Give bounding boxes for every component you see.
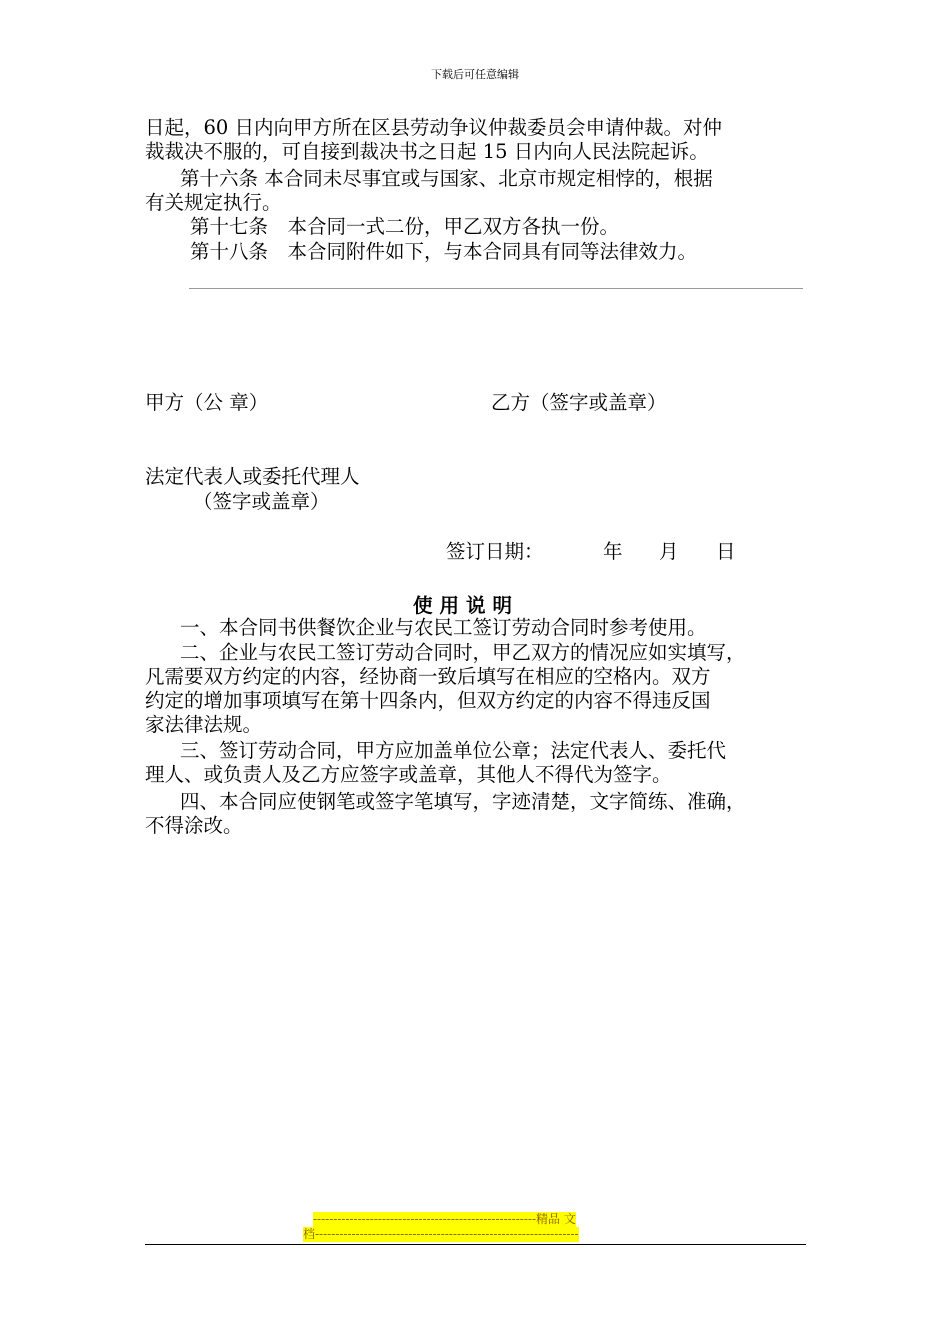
article-18: 第十八条 本合同附件如下，与本合同具有同等法律效力。 [190,240,698,263]
article-16-line: 第十六条 本合同未尽事宜或与国家、北京市规定相悖的，根据 [180,167,713,190]
page-header: 下载后可任意编辑 [431,68,519,81]
usage-item-2: 家法律法规。 [145,713,263,736]
legal-representative-sign: （签字或盖章） [193,490,330,513]
usage-title: 使用说明 [413,594,520,617]
usage-item-1: 一、本合同书供餐饮企业与农民工签订劳动合同时参考使用。 [180,616,707,639]
party-b-sign: 乙方（签字或盖章） [491,391,667,414]
divider-line [189,288,803,289]
usage-item-3: 理人、或负责人及乙方应签字或盖章，其他人不得代为签字。 [145,763,672,786]
party-a-seal: 甲方（公 章） [145,391,269,414]
footer-rule [145,1244,806,1245]
usage-item-2: 凡需要双方约定的内容，经协商一致后填写在相应的空格内。双方 [145,665,711,688]
usage-item-2: 约定的增加事项填写在第十四条内，但双方约定的内容不得违反国 [145,689,711,712]
date-month: 月 [659,540,679,563]
usage-item-3: 三、签订劳动合同，甲方应加盖单位公章；法定代表人、委托代 [180,739,727,762]
footer-watermark-line: -------------------------------------------------------精品 文 [313,1212,576,1226]
date-year: 年 [603,540,623,563]
signing-date-label: 签订日期： [446,540,544,563]
article-17: 第十七条 本合同一式二份，甲乙双方各执一份。 [190,215,620,238]
usage-item-4: 不得涂改。 [145,814,243,837]
article-16-line: 有关规定执行。 [145,191,282,214]
date-day: 日 [716,540,736,563]
usage-item-2: 二、企业与农民工签订劳动合同时，甲乙双方的情况应如实填写， [180,641,746,664]
paragraph-line: 裁裁决不服的，可自接到裁决书之日起 15 日内向人民法院起诉。 [145,140,709,163]
footer-watermark-line: 档----------------------------------------------------------------- [303,1227,579,1241]
usage-item-4: 四、本合同应使钢笔或签字笔填写，字迹清楚，文字简练、准确， [180,790,746,813]
legal-representative-label: 法定代表人或委托代理人 [145,465,360,488]
paragraph-line: 日起，60 日内向甲方所在区县劳动争议仲裁委员会申请仲裁。对仲 [145,116,723,139]
